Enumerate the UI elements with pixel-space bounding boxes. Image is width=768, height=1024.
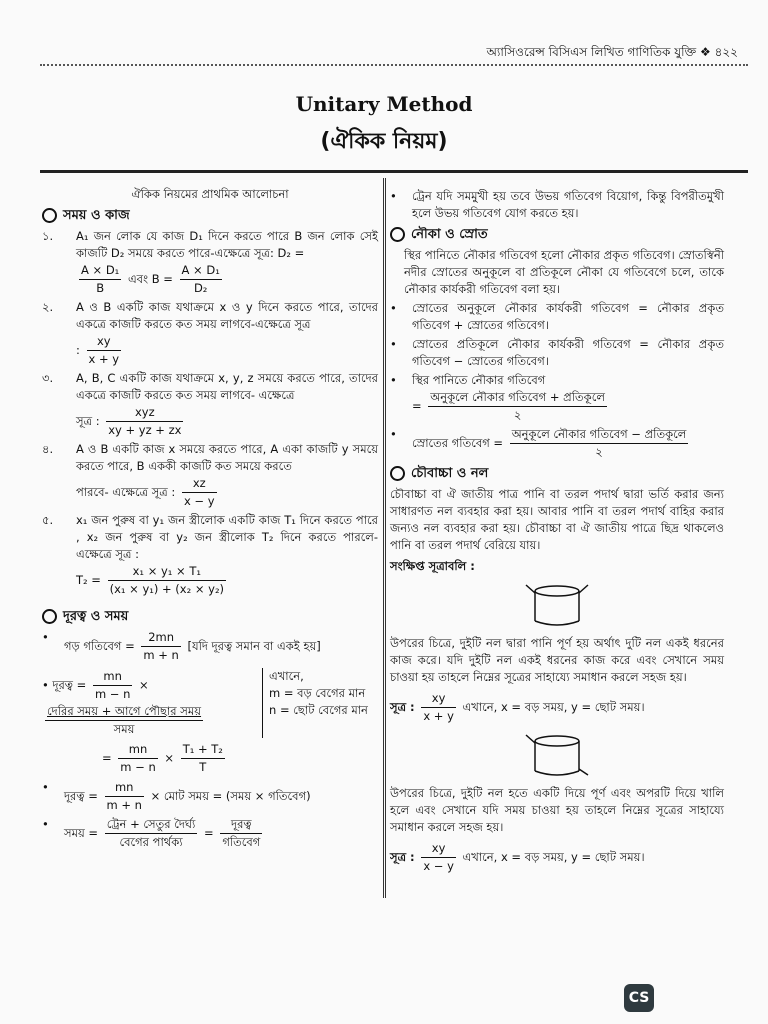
column-divider — [383, 178, 386, 898]
fraction: $\frac{xy}{x - y}$ — [423, 841, 454, 873]
cistern-two-inlets-icon — [522, 581, 592, 629]
ring-icon — [390, 227, 405, 242]
fraction: $\frac{\text{দেরির সময় + আগে পৌছার সময়}}{\text{সময়}}$ — [47, 704, 202, 736]
intro-heading: ঐকিক নিয়মের প্রাথমিক আলোচনা — [131, 187, 289, 201]
camscanner-badge[interactable]: CS — [624, 984, 654, 1012]
bullet-item: • স্রোতের গতিবেগ = $\frac{\text{অনুকূলে নৌকার গতিবেগ − প্রতিকূলে}}{২}$ — [390, 427, 687, 459]
summary-heading: সংক্ষিপ্ত সূত্রাবলি : — [390, 559, 475, 573]
bullet-item: • স্রোতের প্রতিকূলে নৌকার কার্যকরী গতিবেগ = নৌকার প্রকৃত গতিবেগ − স্রোতের গতিবেগ। — [390, 337, 724, 368]
fraction: $\frac{xz}{x - y}$ — [183, 476, 215, 508]
ring-icon — [42, 208, 57, 223]
section-cistern-pipe: চৌবাচ্চা ও নল — [390, 465, 724, 482]
list-item: ৪. A ও B একটি কাজ x সময়ে করতে পারে, A একা কাজটি y সময়ে করতে পারে, B এককী কাজটি কত সময়ে করতে পারবে- এক্ষেত্রে সূত্র : $\frac{xz}{x - y}$ — [42, 442, 378, 508]
fraction: $\frac{mn}{m - n}$ — [94, 669, 131, 701]
paragraph: উপরের চিত্রে, দুইটি নল হতে একটি দিয়ে পূর্ণ এবং অপরটি দিয়ে খালি হলে এবং সেখানে যদি সময় চাওয়া হয় তাহলে নিম্নের সূত্রের সাহায্যে সমাধান করলে সহজ হয়। — [390, 786, 724, 834]
formula-item: • দূরত্ব = $\frac{mn}{m - n}$ × $\frac{\text{দেরির সময় + আগে পৌছার সময়}}{\text{সময়}}$ এখানে, m = বড় বেগের মান n = ছোট বেগের মান — [42, 669, 368, 736]
fraction: $\frac{mn}{m - n}$ — [120, 742, 156, 774]
fraction: $\frac{\text{অনুকূলে নৌকার গতিবেগ + প্রতিকূলে}}{২}$ — [430, 390, 605, 422]
fraction: $\frac{mn}{m + n}$ — [106, 780, 142, 812]
header-divider — [40, 64, 748, 66]
right-column — [390, 186, 724, 879]
paragraph: উপরের চিত্রে, দুইটি নল দ্বারা পানি পূর্ণ হয় অর্থাৎ দুটি নল একই ধরনের কাজ করে। যদি দুইটি নল একই ধরনের কাজ করে এবং সেখানে সময় চাওয়া হয় তাহলে নিম্নের সূত্রের সাহায্যে সমাধান করলে সহজ হয়। — [390, 636, 724, 684]
list-item: ১. A₁ জন লোক যে কাজ D₁ দিনে করতে পারে B জন লোক সেই কাজটি D₂ সময়ে করতে পারে-এক্ষেত্রে সূত্র: D₂ = $\frac{\text{A × D₁}}{B}$ এবং B = $\frac{\text{A × D₁}}{\text{D₂}}$ — [42, 229, 378, 295]
paragraph: চৌবাচ্চা বা ঐ জাতীয় পাত্র পানি বা তরল পদার্থ দ্বারা ভর্তি করার জন্য সাধারণত নল ব্যবহার করা হয়। আবার পানি বা তরল পদার্থ বাহির করার জন্যও নল ব্যবহার করা হয়। চৌবাচ্চা বা ঐ জাতীয় পাত্রে ছিদ্র থাকলেও পানি বা তরল পদার্থ বেরিয়ে যায়। — [390, 487, 724, 552]
fraction: $\frac{\text{T₁ + T₂}}{T}$ — [182, 742, 223, 774]
cistern-inlet-outlet-icon — [522, 731, 592, 779]
formula-item: সূত্র : $\frac{xy}{x + y}$ এখানে, x = বড় সময়, y = ছোট সময়। — [390, 691, 645, 723]
paragraph: স্থির পানিতে নৌকার গতিবেগ হলো নৌকার প্রকৃত গতিবেগ। স্রোতস্বিনী নদীর স্রোতের অনুকূলে বা প্রতিকূলে নৌকা যে গতিবেগে চলে, তাকে নৌকার কার্যকরী গতিবেগ বলা হয়। — [404, 248, 724, 296]
fraction: $\frac{\text{xyz}}{xy + yz + zx}$ — [108, 405, 182, 437]
fraction: $\frac{\text{দূরত্ব}}{\text{গতিবেগ}}$ — [222, 817, 261, 849]
section-boat-stream: নৌকা ও স্রোত — [390, 226, 724, 243]
formula-item: • সময় = $\frac{\text{ট্রেন + সেতুর দৈর্ঘ্য}}{\text{বেগের পার্থক্য}}$ = $\frac{\text{দূরত্ব}}{\text{গতিবেগ}}$ — [42, 817, 261, 849]
bullet-item: • ট্রেন যদি সমমুখী হয় তবে উভয় গতিবেগ বিয়োগ, কিন্তু বিপরীতমুখী হলে উভয় গতিবেগ যোগ করতে হয়। — [390, 189, 724, 220]
list-item: ২. A ও B একটি কাজ যথাক্রমে x ও y দিনে করতে পারে, তাদের একত্রে কাজটি করতে কত সময় লাগবে-এক্ষেত্রে সূত্র : $\frac{xy}{x + y}$ — [42, 300, 378, 366]
section-distance-time: দূরত্ব ও সময় — [42, 608, 378, 625]
fraction: $\frac{\text{x₁ × y₁ × T₁}}{\text{(x₁ × y₁) + (x₂ × y₂)}}$ — [109, 564, 225, 596]
bullet-item: • স্থির পানিতে নৌকার গতিবেগ = $\frac{\text{অনুকূলে নৌকার গতিবেগ + প্রতিকূলে}}{২}$ — [390, 373, 605, 422]
formula-item: = $\frac{mn}{m - n}$ × $\frac{\text{T₁ + T₂}}{T}$ — [102, 742, 223, 774]
running-head: অ্যাসিওরেন্স বিসিএস লিখিত গাণিতিক যুক্তি ❖ ৪২২ — [486, 45, 738, 59]
fraction: $\frac{\text{অনুকূলে নৌকার গতিবেগ − প্রতিকূলে}}{২}$ — [511, 427, 687, 459]
formula-item: সূত্র : $\frac{xy}{x - y}$ এখানে, x = বড় সময়, y = ছোট সময়। — [390, 841, 645, 873]
fraction: $\frac{2mn}{m + n}$ — [143, 630, 179, 662]
ring-icon — [390, 466, 405, 481]
ring-icon — [42, 609, 57, 624]
formula-item: • গড় গতিবেগ = $\frac{2mn}{m + n}$ [যদি দূরত্ব সমান বা একই হয়] — [42, 630, 321, 662]
list-item: ৫. x₁ জন পুরুষ বা y₁ জন স্ত্রীলোক একটি কাজ T₁ দিনে করতে পারে , x₂ জন পুরুষ বা y₂ জন স্ত্রীলোক T₂ দিনে করতে পারলে- এক্ষেত্রে সূত্র : T₂ = $\frac{\text{x₁ × y₁ × T₁}}{\text{(x₁ × y₁) + (x₂ × y₂)}}$ — [42, 513, 378, 596]
section-time-work: সময় ও কাজ — [42, 207, 378, 224]
left-column — [42, 186, 378, 853]
fraction: $\frac{xy}{x + y}$ — [423, 691, 454, 723]
fraction: $\frac{\text{A × D₁}}{B}$ — [81, 263, 120, 295]
formula-item: • দূরত্ব = $\frac{mn}{m + n}$ × মোট সময় = (সময় × গতিবেগ) — [42, 780, 311, 812]
list-item: ৩. A, B, C একটি কাজ যথাক্রমে x, y, z সময়ে করতে পারে, তাদের একত্রে কাজটি করতে কত সময় লাগবে- এক্ষেত্রে সূত্র : $\frac{\text{xyz}}{xy + yz + zx}$ — [42, 371, 378, 437]
bullet-item: • স্রোতের অনুকূলে নৌকার কার্যকরী গতিবেগ = নৌকার প্রকৃত গতিবেগ + স্রোতের গতিবেগ। — [390, 301, 724, 332]
top-rule — [40, 170, 748, 173]
title-bengali: (ঐকিক নিয়ম) — [320, 129, 448, 154]
fraction: $\frac{xy}{x + y}$ — [88, 334, 120, 366]
title-english: Unitary Method — [295, 92, 473, 116]
fraction: $\frac{\text{ট্রেন + সেতুর দৈর্ঘ্য}}{\text{বেগের পার্থক্য}}$ — [106, 817, 196, 849]
fraction: $\frac{\text{A × D₁}}{\text{D₂}}$ — [181, 263, 220, 295]
